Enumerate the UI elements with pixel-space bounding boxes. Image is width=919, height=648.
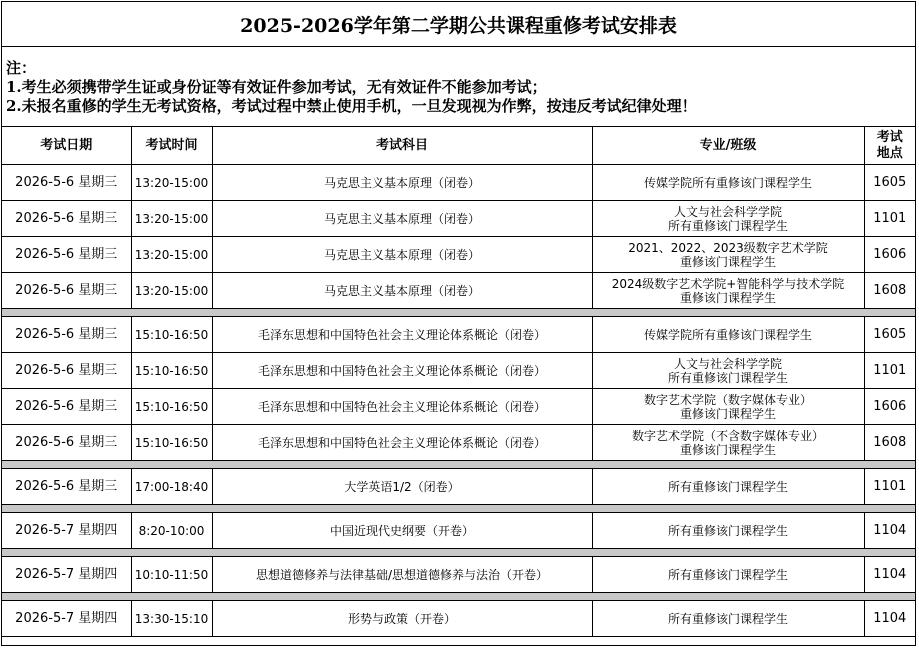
major-line: 2024级数字艺术学院+智能科学与技术学院 [611,276,845,291]
exam-room-cell: 1101 [864,353,915,389]
exam-date-cell: 2026-5-6 星期三 [2,425,131,461]
table-body [2,165,915,637]
major-class-cell [592,513,864,549]
exam-subject-cell: 中国近现代史纲要（开卷） [212,513,592,549]
table-row [2,201,915,237]
note-line-1: 1.考生必须携带学生证或身份证等有效证件参加考试，无有效证件不能参加考试； [6,78,547,96]
major-class-cell [592,601,864,637]
major-class-cell [592,317,864,353]
group-separator-row [2,505,915,513]
header-time: 考试时间 [131,127,212,165]
major-line: 数字艺术学院（数字媒体专业） [643,392,812,407]
exam-subject-cell: 毛泽东思想和中国特色社会主义理论体系概论（闭卷） [212,317,592,353]
major-class-cell [592,165,864,201]
exam-subject-cell: 毛泽东思想和中国特色社会主义理论体系概论（闭卷） [212,353,592,389]
major-line: 传媒学院所有重修该门课程学生 [643,175,812,190]
table-row [2,165,915,201]
major-line: 所有重修该门课程学生 [667,370,788,385]
exam-time-cell: 13:20-15:00 [131,165,212,201]
exam-date-cell: 2026-5-6 星期三 [2,353,131,389]
major-line: 所有重修该门课程学生 [667,479,788,494]
major-class-cell [592,469,864,505]
exam-time-cell: 15:10-16:50 [131,317,212,353]
exam-time-cell: 17:00-18:40 [131,469,212,505]
exam-room-cell: 1605 [864,317,915,353]
exam-room-cell: 1606 [864,389,915,425]
table-header-row [2,127,915,165]
header-room-line-2: 地点 [876,145,903,161]
exam-room-cell: 1104 [864,513,915,549]
group-separator [2,549,915,557]
exam-date-cell: 2026-5-6 星期三 [2,469,131,505]
table-row [2,353,915,389]
group-separator [2,505,915,513]
major-line: 人文与社会科学学院 [673,356,782,371]
header-room [864,127,915,165]
group-separator-row [2,309,915,317]
major-class-cell [592,237,864,273]
note-line-2: 2.未报名重修的学生无考试资格，考试过程中禁止使用手机，一旦发现视为作弊，按违反考试纪律处理！ [6,97,697,115]
group-separator-row [2,593,915,601]
exam-subject-cell: 马克思主义基本原理（闭卷） [212,201,592,237]
exam-room-cell: 1104 [864,557,915,593]
major-line: 重修该门课程学生 [679,254,776,269]
exam-room-cell: 1605 [864,165,915,201]
major-class-cell [592,557,864,593]
table-row [2,557,915,593]
header-room-line-1: 考试 [876,129,903,145]
exam-time-cell: 13:30-15:10 [131,601,212,637]
notes-heading: 注： [6,59,37,77]
exam-subject-cell: 思想道德修养与法律基础/思想道德修养与法治（开卷） [212,557,592,593]
exam-room-cell: 1101 [864,201,915,237]
exam-subject-cell: 毛泽东思想和中国特色社会主义理论体系概论（闭卷） [212,425,592,461]
exam-schedule-sheet [1,1,916,646]
major-line: 2021、2022、2023级数字艺术学院 [628,240,828,255]
exam-room-cell: 1608 [864,273,915,309]
exam-subject-cell: 大学英语1/2（闭卷） [212,469,592,505]
notes-section [2,47,915,127]
exam-time-cell: 15:10-16:50 [131,425,212,461]
table-row [2,273,915,309]
header-major: 专业/班级 [592,127,864,165]
exam-date-cell: 2026-5-6 星期三 [2,201,131,237]
exam-room-cell: 1104 [864,601,915,637]
exam-date-cell: 2026-5-7 星期四 [2,601,131,637]
exam-time-cell: 15:10-16:50 [131,353,212,389]
major-line: 重修该门课程学生 [679,290,776,305]
group-separator [2,461,915,469]
header-subject: 考试科目 [212,127,592,165]
exam-time-cell: 13:20-15:00 [131,201,212,237]
exam-date-cell: 2026-5-6 星期三 [2,389,131,425]
major-class-cell [592,389,864,425]
header-date: 考试日期 [2,127,131,165]
exam-date-cell: 2026-5-7 星期四 [2,513,131,549]
exam-date-cell: 2026-5-6 星期三 [2,237,131,273]
exam-subject-cell: 毛泽东思想和中国特色社会主义理论体系概论（闭卷） [212,389,592,425]
major-line: 重修该门课程学生 [679,406,776,421]
exam-date-cell: 2026-5-7 星期四 [2,557,131,593]
major-line: 重修该门课程学生 [679,442,776,457]
exam-time-cell: 13:20-15:00 [131,273,212,309]
major-class-cell [592,273,864,309]
group-separator-row [2,549,915,557]
major-class-cell [592,353,864,389]
exam-subject-cell: 马克思主义基本原理（闭卷） [212,165,592,201]
table-row [2,513,915,549]
major-line: 所有重修该门课程学生 [667,218,788,233]
group-separator [2,309,915,317]
exam-date-cell: 2026-5-6 星期三 [2,273,131,309]
table-row [2,317,915,353]
exam-time-cell: 15:10-16:50 [131,389,212,425]
major-class-cell [592,425,864,461]
major-line: 所有重修该门课程学生 [667,523,788,538]
major-line: 所有重修该门课程学生 [667,611,788,626]
schedule-table [2,127,915,637]
exam-room-cell: 1101 [864,469,915,505]
major-line: 数字艺术学院（不含数字媒体专业） [631,428,824,443]
exam-room-cell: 1606 [864,237,915,273]
table-row [2,469,915,505]
exam-subject-cell: 形势与政策（开卷） [212,601,592,637]
group-separator [2,593,915,601]
exam-room-cell: 1608 [864,425,915,461]
exam-time-cell: 8:20-10:00 [131,513,212,549]
major-line: 人文与社会科学学院 [673,204,782,219]
table-row [2,425,915,461]
exam-time-cell: 10:10-11:50 [131,557,212,593]
table-row [2,601,915,637]
exam-subject-cell: 马克思主义基本原理（闭卷） [212,237,592,273]
major-class-cell [592,201,864,237]
major-line: 传媒学院所有重修该门课程学生 [643,327,812,342]
major-line: 所有重修该门课程学生 [667,567,788,582]
group-separator-row [2,461,915,469]
exam-date-cell: 2026-5-6 星期三 [2,165,131,201]
page-title: 2025-2026学年第二学期公共课程重修考试安排表 [2,2,915,47]
exam-subject-cell: 马克思主义基本原理（闭卷） [212,273,592,309]
exam-date-cell: 2026-5-6 星期三 [2,317,131,353]
table-row [2,389,915,425]
exam-time-cell: 13:20-15:00 [131,237,212,273]
table-row [2,237,915,273]
